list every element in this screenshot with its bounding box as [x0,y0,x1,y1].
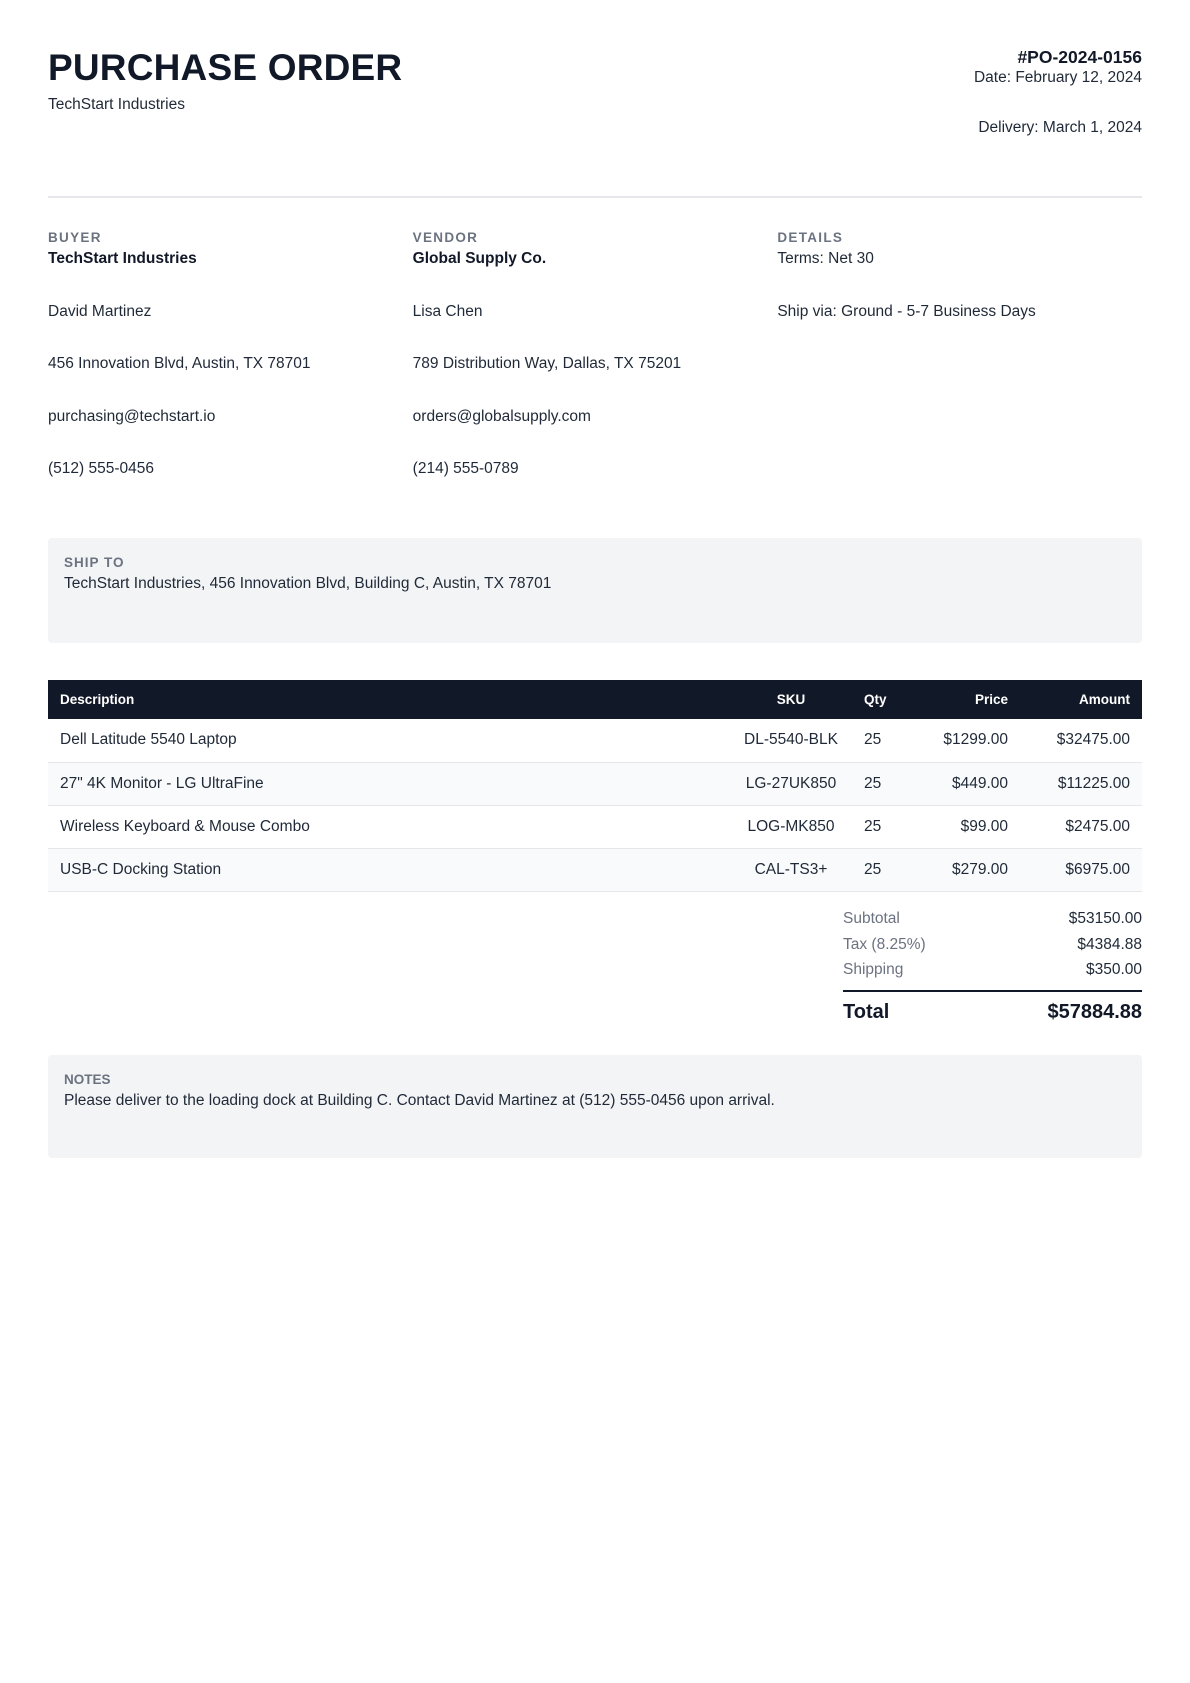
item-description: 27" 4K Monitor - LG UltraFine [48,762,730,805]
details-block [777,229,1142,479]
line-items-table [48,680,1142,892]
vendor-contact: Lisa Chen [412,302,483,320]
item-sku: CAL-TS3+ [730,848,852,891]
item-sku: LOG-MK850 [730,805,852,848]
notes-box [48,1055,1142,1158]
payment-terms: Terms: Net 30 [777,250,874,267]
item-amount: $32475.00 [1020,719,1142,762]
column-header-amount: Amount [1020,680,1142,719]
item-amount: $6975.00 [1020,848,1142,891]
page-title: PURCHASE ORDER [48,47,403,88]
notes-text: Please deliver to the loading dock at Building C. Contact David Martinez at (512) 555-0456 upon arrival. [64,1092,775,1109]
item-description: USB-C Docking Station [48,848,730,891]
table-row [48,762,1142,805]
vendor-email: orders@globalsupply.com [412,407,591,425]
shipping-value: $350.00 [1085,961,1142,978]
document-header [48,0,1142,198]
vendor-name: Global Supply Co. [412,250,547,267]
column-header-qty: Qty [852,680,902,719]
buyer-contact: David Martinez [48,302,152,320]
column-header-price: Price [902,680,1020,719]
vendor-address: 789 Distribution Way, Dallas, TX 75201 [412,355,682,372]
item-qty: 25 [852,719,902,762]
item-qty: 25 [852,762,902,805]
subtotal-row [843,906,1142,932]
item-qty: 25 [852,805,902,848]
table-row [48,848,1142,891]
item-qty: 25 [852,848,902,891]
buyer-name: TechStart Industries [48,250,197,267]
vendor-phone: (214) 555-0789 [412,460,519,477]
shipping-label: Shipping [843,961,904,978]
buyer-email: purchasing@techstart.io [48,407,216,425]
po-meta [974,47,1142,137]
shipping-row [843,957,1142,983]
item-amount: $11225.00 [1020,762,1142,805]
details-label: DETAILS [777,230,844,245]
subtotal-value: $53150.00 [1068,910,1142,927]
item-description: Wireless Keyboard & Mouse Combo [48,805,730,848]
item-sku: LG-27UK850 [730,762,852,805]
item-description: Dell Latitude 5540 Laptop [48,719,730,762]
company-name: TechStart Industries [48,96,185,113]
tax-row [843,932,1142,958]
total-value: $57884.88 [1047,1000,1142,1023]
totals-summary [843,906,1142,1024]
tax-value: $4384.88 [1077,935,1142,953]
column-header-description: Description [48,680,730,719]
vendor-label: VENDOR [412,230,479,245]
item-price: $279.00 [902,848,1020,891]
column-header-sku: SKU [730,680,852,719]
notes-label: NOTES [64,1072,111,1087]
tax-label: Tax (8.25%) [843,935,926,953]
po-number: #PO-2024-0156 [1017,47,1142,67]
subtotal-label: Subtotal [843,910,900,927]
table-row [48,719,1142,762]
vendor-block [413,229,778,479]
ship-to-label: SHIP TO [64,555,125,570]
ship-via: Ship via: Ground - 5-7 Business Days [777,302,1036,320]
buyer-address: 456 Innovation Blvd, Austin, TX 78701 [48,355,311,372]
ship-to-box [48,538,1142,643]
po-delivery-date: Delivery: March 1, 2024 [978,119,1142,136]
purchase-order-page [48,0,1142,1109]
table-row [48,805,1142,848]
item-amount: $2475.00 [1020,805,1142,848]
buyer-label: BUYER [48,230,102,245]
total-row [843,990,1142,1024]
item-price: $449.00 [902,762,1020,805]
buyer-block [48,229,413,479]
ship-to-address: TechStart Industries, 456 Innovation Blvd, Building C, Austin, TX 78701 [64,575,552,592]
item-sku: DL-5540-BLK [730,719,852,762]
table-header-row [48,680,1142,719]
item-price: $1299.00 [902,719,1020,762]
item-price: $99.00 [902,805,1020,848]
po-date: Date: February 12, 2024 [973,69,1142,86]
parties-section [48,229,1142,479]
buyer-phone: (512) 555-0456 [48,460,154,477]
total-label: Total [843,1000,890,1023]
